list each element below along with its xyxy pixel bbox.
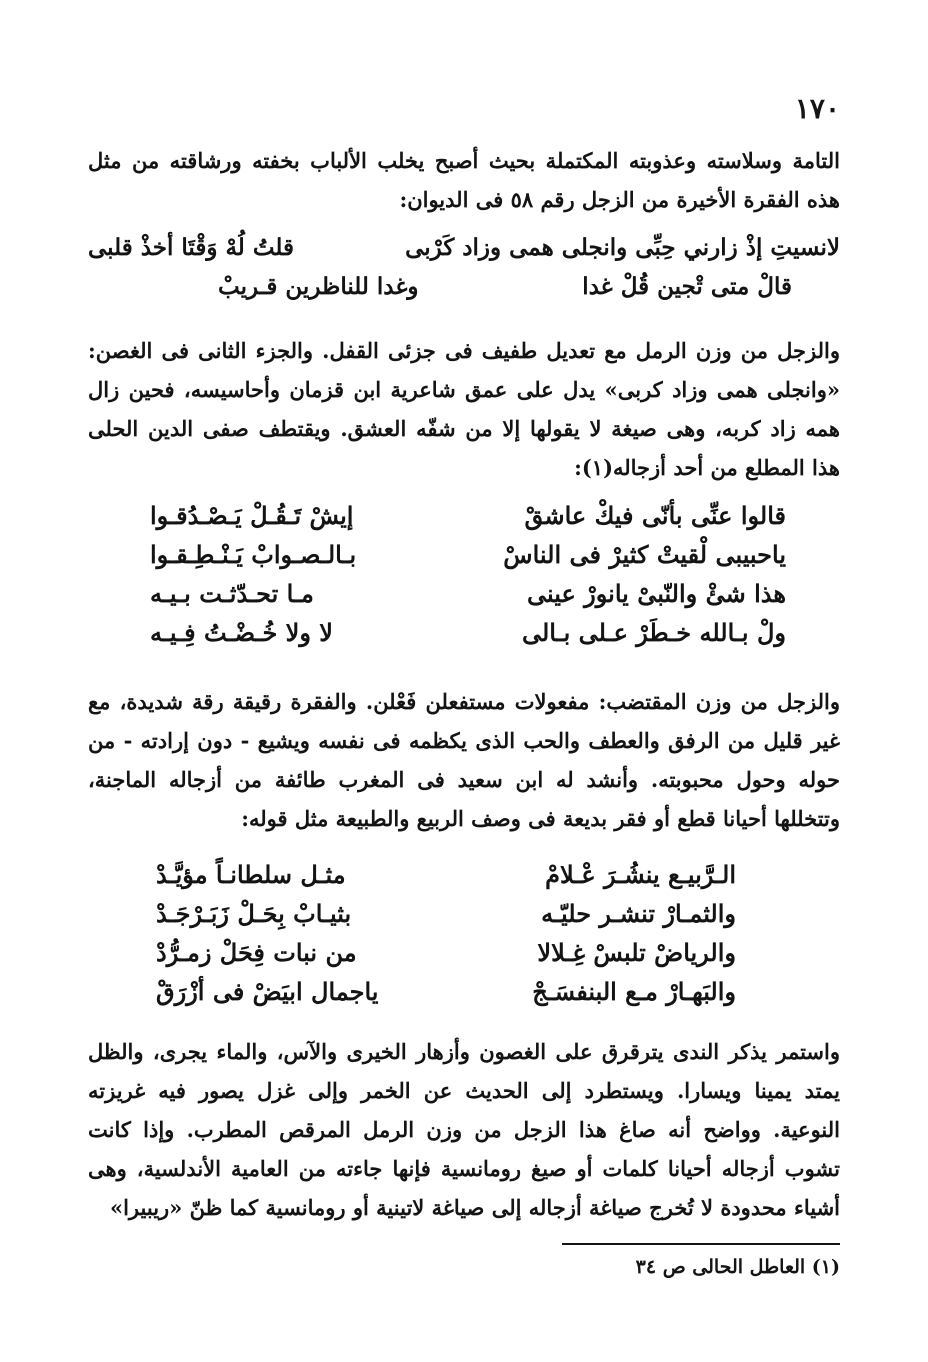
paragraph-2: والزجل من وزن الرمل مع تعديل طفيف فى جزئى القفل. والجزء الثانى فى الغصن: «وانجلى همى وزاد كربى» يدل على عمق شاعرية ابن قزمان وأحاسيسه، فحين زال همه زاد كربه، وهى صيغة لا يقولها إلا من شفّه العشق. ويقتطف صفى الدين الحلى هذا المطلع من أحد أزجاله(١):	[88, 338, 840, 480]
verse-hemistich-b: بثيـابْ بِحَـلْ زَبَـرْجَـدْ	[156, 899, 352, 928]
verse-line	[156, 894, 736, 933]
verse-hemistich-b: ياجمال ابيَضْ فى أزْرَقْ	[156, 977, 379, 1006]
verse-hemistich-b: قلتُ لُهْ وَقْتَا أخذْ قلبى	[88, 234, 295, 261]
verse-hemistich-b: إيشْ تَـقُـلْ يَـصْـدُقـوا	[150, 501, 354, 530]
footnote-rule	[562, 1243, 840, 1245]
verse-line	[156, 933, 736, 972]
verse-hemistich-b: مثـل سلطانـاً مؤيَّـدْ	[156, 860, 346, 889]
paragraph-4: واستمر يذكر الندى يترقرق على الغصون وأزهار الخيرى والآس، والماء يجرى، والظل يمتد يمينا ويسارا. ويستطرد إلى الحديث عن الخمر وإلى غزل يصور فيه غريزته النوعية. وواضح أنه صاغ هذا الزجل من وزن الرمل المرقص المطرب. وإذا كانت تشوب أزجاله أحيانا كلمات أو صيغ رومانسية فإنها جاءته من العامية الأندلسية، وهى أشياء محدودة لا تُخرج صياغة أزجاله إلى صياغة لاتينية أو رومانسية كما ظنّ «ريبيرا»	[88, 1039, 840, 1220]
verse-line	[150, 496, 786, 535]
verse-hemistich-b: بـالـصـوابْ يَـنْـطِـقـوا	[150, 540, 357, 569]
paragraph-3: والزجل من وزن المقتضب: مفعولات مستفعلن فَعْلن. والفقرة رقيقة رقة شديدة، مع غير قليل من الرفق والعطف والحب الذى يكظمه فى نفسه ويشيع - دون إرادته - من حوله وحول محبوبته. وأنشد له ابن سعيد فى المغرب طائفة من أزجاله الماجنة، وتتخللها أحيانا قطع أو فقر بديعة فى وصف الربيع والطبيعة مثل قوله:	[88, 689, 840, 831]
verse-hemistich-a: ياحبيبى لْقيتْ كثيرْ فى الناسْ	[503, 540, 786, 569]
verse-hemistich-a: والرياضْ تلبسْ غِـلالا	[537, 938, 736, 967]
verse-line	[156, 855, 736, 894]
verse-block-3	[156, 855, 736, 1011]
verse-hemistich-a: والثمـارْ تنشـر حليّـه	[541, 899, 736, 928]
verse-line	[88, 267, 840, 306]
footnote: (١) العاطل الحالى ص ٣٤	[635, 1256, 840, 1278]
verse-hemistich-b: لا ولا خُـضْـتُ فِـيـه	[150, 618, 333, 647]
verse-hemistich-a: لانسيتِ إذْ زارني حِبِّى وانجلى همى وزاد كَرْبى	[405, 234, 840, 261]
verse-line	[156, 972, 736, 1011]
verse-line	[88, 228, 840, 267]
verse-hemistich-b: مـا تحـدّثـت بـيـه	[150, 579, 314, 608]
verse-hemistich-a: الـرَّبيـع ينشُـرَ عْـلامْ	[545, 860, 736, 889]
verse-hemistich-a: هذا شئْ والنّبىْ يانورْ عينى	[527, 579, 786, 608]
verse-line	[150, 613, 786, 652]
verse-hemistich-a: والبَهـارْ مـع البنفسَـجْ	[532, 977, 736, 1006]
verse-line	[150, 574, 786, 613]
page-number: ١٧٠	[794, 92, 840, 125]
verse-hemistich-a: قالوا عنِّى بأنّى فيكْ عاشقْ	[524, 501, 786, 530]
verse-hemistich-a: قالْ متى تْجين قُلْ غدا	[582, 273, 792, 300]
paragraph-1: التامة وسلاسته وعذوبته المكتملة بحيث أصبح يخلب الألباب بخفته ورشاقته من مثل هذه الفقرة الأخيرة من الزجل رقم ٥٨ فى الديوان:	[88, 148, 840, 212]
verse-hemistich-b: من نبات فِحَلْ زمـرُّدْ	[156, 938, 357, 967]
verse-hemistich-a: ولْ بـالله خـطَرْ عـلى بـالى	[521, 618, 786, 647]
verse-line	[150, 535, 786, 574]
verse-hemistich-b: وغدا للناظرين قـريبْ	[218, 273, 419, 300]
verse-block-2	[150, 496, 786, 652]
verse-block-1	[88, 228, 840, 306]
